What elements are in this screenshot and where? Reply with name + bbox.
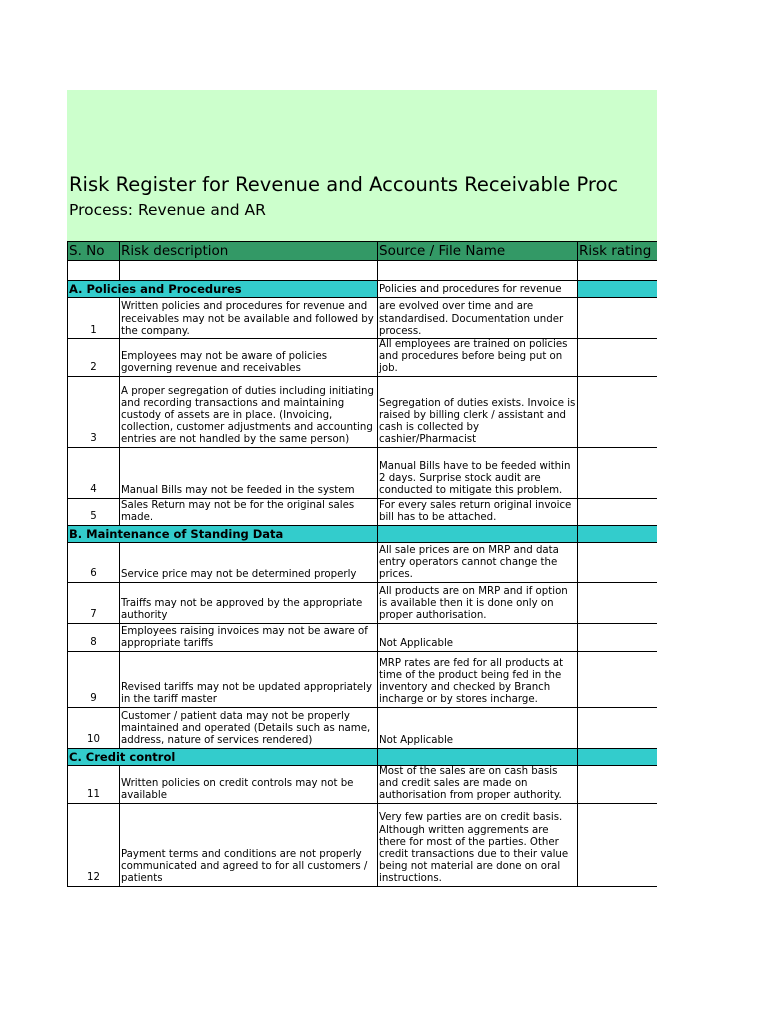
section-title: C. Credit control [69, 749, 176, 764]
risk-description: Manual Bills may not be feeded in the system [120, 447, 378, 498]
row-number: 11 [68, 765, 120, 803]
risk-rating [578, 447, 658, 498]
spreadsheet-page [67, 90, 657, 890]
source-description: All employees are trained on policies and procedures before being put on job. [378, 339, 578, 377]
source-description: Very few parties are on credit basis. Although written aggrements are there for most of the parties. Other credit transactions due to their value being not material are done on oral instructions. [378, 803, 578, 886]
risk-rating [578, 623, 658, 651]
row-number: 4 [68, 447, 120, 498]
row-number: 10 [68, 707, 120, 748]
risk-rating [578, 651, 658, 707]
risk-description: A proper segregation of duties including initiating and recording transactions and maintaining custody of assets are in place. (Invoicing, collection, customer adjustments and accounting entries are not handled by the same person) [120, 376, 378, 447]
header-source-file: Source / File Name [378, 242, 578, 261]
row-number: 6 [68, 542, 120, 582]
table-row [68, 339, 658, 377]
section-title: B. Maintenance of Standing Data [69, 526, 284, 541]
source-description: are evolved over time and are standardised. Documentation under process. [378, 298, 578, 339]
risk-rating [578, 542, 658, 582]
source-note: Policies and procedures for revenue [379, 283, 562, 295]
page-title: Risk Register for Revenue and Accounts Receivable Proc [69, 173, 619, 196]
source-description: Not Applicable [378, 707, 578, 748]
header-risk-rating: Risk rating [578, 242, 658, 261]
spacer-row [68, 261, 658, 281]
row-number: 3 [68, 376, 120, 447]
risk-description: Employees raising invoices may not be aware of appropriate tariffs [120, 623, 378, 651]
risk-description: Service price may not be determined properly [120, 542, 378, 582]
header-risk-description: Risk description [120, 242, 378, 261]
risk-rating [578, 498, 658, 525]
risk-description: Revised tariffs may not be updated appropriately in the tariff master [120, 651, 378, 707]
row-number: 12 [68, 803, 120, 886]
section-row-c [68, 748, 658, 765]
risk-rating [578, 376, 658, 447]
section-title: A. Policies and Procedures [69, 281, 242, 296]
risk-register-table [67, 241, 657, 887]
source-description: For every sales return original invoice bill has to be attached. [378, 498, 578, 525]
table-row [68, 376, 658, 447]
risk-description: Written policies on credit controls may not be available [120, 765, 378, 803]
table-row [68, 582, 658, 623]
table-row [68, 651, 658, 707]
risk-description: Customer / patient data may not be properly maintained and operated (Details such as name, address, nature of services rendered) [120, 707, 378, 748]
risk-rating [578, 298, 658, 339]
row-number: 8 [68, 623, 120, 651]
row-number: 9 [68, 651, 120, 707]
source-description: All sale prices are on MRP and data entry operators cannot change the prices. [378, 542, 578, 582]
risk-description: Employees may not be aware of policies governing revenue and receivables [120, 339, 378, 377]
table-row [68, 498, 658, 525]
risk-rating [578, 707, 658, 748]
risk-description: Sales Return may not be for the original sales made. [120, 498, 378, 525]
table-row [68, 707, 658, 748]
table-row [68, 542, 658, 582]
source-description: All products are on MRP and if option is available then it is done only on proper authorisation. [378, 582, 578, 623]
risk-rating [578, 339, 658, 377]
row-number: 1 [68, 298, 120, 339]
process-subtitle: Process: Revenue and AR [69, 201, 266, 219]
section-row-a [68, 281, 658, 298]
row-number: 2 [68, 339, 120, 377]
risk-rating [578, 582, 658, 623]
table-row [68, 803, 658, 886]
row-number: 7 [68, 582, 120, 623]
source-description: Most of the sales are on cash basis and credit sales are made on authorisation from proper authority. [378, 765, 578, 803]
risk-rating [578, 765, 658, 803]
source-description: Not Applicable [378, 623, 578, 651]
table-row [68, 298, 658, 339]
table-row [68, 447, 658, 498]
table-row [68, 623, 658, 651]
header-band [67, 90, 657, 241]
section-row-b [68, 525, 658, 542]
risk-description: Payment terms and conditions are not properly communicated and agreed to for all customers / patients [120, 803, 378, 886]
table-row [68, 765, 658, 803]
risk-rating [578, 803, 658, 886]
risk-description: Written policies and procedures for revenue and receivables may not be available and followed by the company. [120, 298, 378, 339]
row-number: 5 [68, 498, 120, 525]
table-header-row [68, 242, 658, 261]
source-description: Manual Bills have to be feeded within 2 days. Surprise stock audit are conducted to mitigate this problem. [378, 447, 578, 498]
header-sno: S. No [68, 242, 120, 261]
source-description: Segregation of duties exists. Invoice is raised by billing clerk / assistant and cash is collected by cashier/Pharmacist [378, 376, 578, 447]
risk-description: Traiffs may not be approved by the appropriate authority [120, 582, 378, 623]
source-description: MRP rates are fed for all products at time of the product being fed in the inventory and checked by Branch incharge or by stores incharge. [378, 651, 578, 707]
